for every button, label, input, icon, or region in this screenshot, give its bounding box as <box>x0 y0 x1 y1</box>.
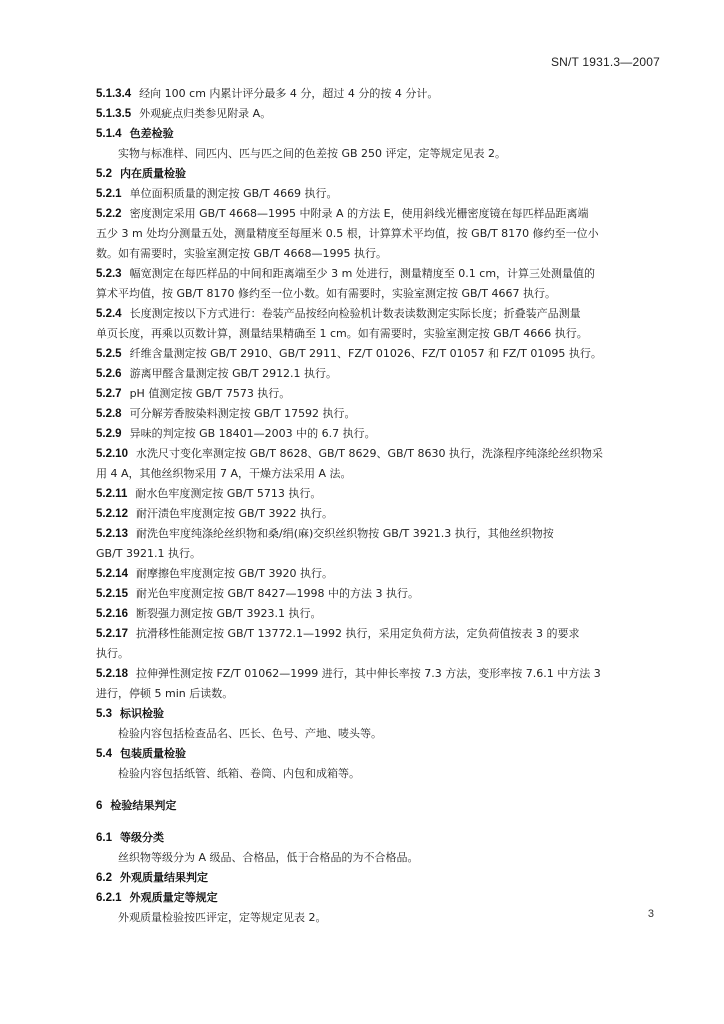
text-line <box>96 584 661 604</box>
text-line <box>96 644 661 664</box>
clause-number: 5.2.18 <box>96 668 128 680</box>
clause-text: 耐洗色牢度纯涤纶丝织物和桑/绢(麻)交织丝织物按 GB/T 3921.3 执行，其他丝织物按 <box>135 527 554 540</box>
section-heading-line <box>96 124 661 144</box>
clause-text: 抗滑移性能测定按 GB/T 13772.1—1992 执行，采用定负荷方法，定负荷值按表 3 的要求 <box>135 627 580 640</box>
section-heading-line <box>96 796 661 816</box>
clause-number: 5.4 <box>96 748 112 760</box>
clause-number: 6.2.1 <box>96 892 122 904</box>
text-line <box>96 544 661 564</box>
clause-text: 数。如有需要时，实验室测定按 GB/T 4668—1995 执行。 <box>96 247 387 260</box>
clause-heading: 内在质量检验 <box>120 167 186 180</box>
clause-text: 外观疵点归类参见附录 A。 <box>139 107 272 120</box>
text-line <box>96 344 661 364</box>
clause-text: 拉伸弹性测定按 FZ/T 01062—1999 进行，其中伸长率按 7.3 方法，变形率按 7.6.1 中方法 3 <box>135 667 601 680</box>
clause-number: 5.2.2 <box>96 208 122 220</box>
clause-text: 水洗尺寸变化率测定按 GB/T 8628、GB/T 8629、GB/T 8630 执行，洗涤程序纯涤纶丝织物采 <box>135 447 603 460</box>
clause-text: 耐摩擦色牢度测定按 GB/T 3920 执行。 <box>135 567 333 580</box>
clause-heading: 外观质量结果判定 <box>120 871 208 884</box>
section-heading-line <box>96 164 661 184</box>
text-line <box>96 264 661 284</box>
text-line <box>96 204 661 224</box>
section-gap <box>96 816 661 828</box>
text-line <box>96 104 661 124</box>
clause-number: 5.2.9 <box>96 428 122 440</box>
text-line <box>96 524 661 544</box>
clause-heading: 等级分类 <box>120 831 164 844</box>
text-line <box>96 224 661 244</box>
text-line <box>96 504 661 524</box>
clause-number: 5.2.10 <box>96 448 128 460</box>
text-line <box>96 324 661 344</box>
clause-text: 检验内容包括检查品名、匹长、色号、产地、唛头等。 <box>118 727 382 740</box>
section-heading-line <box>96 868 661 888</box>
clause-text: 游离甲醛含量测定按 GB/T 2912.1 执行。 <box>129 367 338 380</box>
clause-text: 断裂强力测定按 GB/T 3923.1 执行。 <box>135 607 322 620</box>
clause-number: 5.1.4 <box>96 128 122 140</box>
clause-text: 耐水色牢度测定按 GB/T 5713 执行。 <box>135 487 322 500</box>
clause-text: 纤维含量测定按 GB/T 2910、GB/T 2911、FZ/T 01026、FZ/T 01057 和 FZ/T 01095 执行。 <box>129 347 602 360</box>
clause-text: 丝织物等级分为 A 级品、合格品，低于合格品的为不合格品。 <box>118 851 419 864</box>
text-line <box>96 908 661 928</box>
clause-number: 6 <box>96 800 103 812</box>
section-heading-line <box>96 888 661 908</box>
clause-number: 5.2.11 <box>96 488 128 500</box>
clause-text: 密度测定采用 GB/T 4668—1995 中附录 A 的方法 E，使用斜线光栅密度镜在每匹样品距离端 <box>129 207 589 220</box>
clause-heading: 色差检验 <box>129 127 174 140</box>
clause-number: 5.2.13 <box>96 528 128 540</box>
clause-text: 外观质量检验按匹评定，定等规定见表 2。 <box>118 911 327 924</box>
clause-number: 5.2.3 <box>96 268 122 280</box>
clause-text: 幅宽测定在每匹样品的中间和距离端至少 3 m 处进行，测量精度至 0.1 cm，计算三处测量值的 <box>129 267 596 280</box>
clause-text: 耐汗渍色牢度测定按 GB/T 3922 执行。 <box>135 507 333 520</box>
clause-number: 5.3 <box>96 708 112 720</box>
text-line <box>96 604 661 624</box>
text-line <box>96 464 661 484</box>
clause-text: 经向 100 cm 内累计评分最多 4 分，超过 4 分的按 4 分计。 <box>139 87 439 100</box>
clause-text: 异味的判定按 GB 18401—2003 中的 6.7 执行。 <box>129 427 376 440</box>
text-line <box>96 624 661 644</box>
text-line <box>96 244 661 264</box>
clause-heading: 标识检验 <box>120 707 164 720</box>
clause-number: 5.2.1 <box>96 188 122 200</box>
clause-heading: 检验结果判定 <box>110 799 177 812</box>
text-line <box>96 384 661 404</box>
text-line <box>96 84 661 104</box>
text-line <box>96 764 661 784</box>
text-line <box>96 424 661 444</box>
clause-text: 单页长度，再乘以页数计算，测量结果精确至 1 cm。如有需要时，实验室测定按 GB/T 4666 执行。 <box>96 327 588 340</box>
clause-number: 6.1 <box>96 832 112 844</box>
clause-number: 5.2 <box>96 168 112 180</box>
clause-text: 执行。 <box>96 647 129 660</box>
clause-number: 5.2.6 <box>96 368 122 380</box>
clause-text: 耐光色牢度测定按 GB/T 8427—1998 中的方法 3 执行。 <box>135 587 419 600</box>
clause-text: 长度测定按以下方式进行：卷装产品按经向检验机计数表读数测定实际长度；折叠装产品测量 <box>129 307 581 320</box>
clause-number: 5.1.3.5 <box>96 108 132 120</box>
text-line <box>96 724 661 744</box>
text-line <box>96 848 661 868</box>
clause-heading: 包装质量检验 <box>120 747 186 760</box>
text-line <box>96 284 661 304</box>
clause-number: 5.2.16 <box>96 608 128 620</box>
clause-number: 5.2.5 <box>96 348 122 360</box>
clause-text: 实物与标准样、同匹内、匹与匹之间的色差按 GB 250 评定，定等规定见表 2。 <box>118 147 507 160</box>
clause-number: 5.2.4 <box>96 308 122 320</box>
text-line <box>96 564 661 584</box>
text-line <box>96 484 661 504</box>
clause-number: 5.2.15 <box>96 588 128 600</box>
text-line <box>96 664 661 684</box>
text-line <box>96 444 661 464</box>
clause-text: 单位面积质量的测定按 GB/T 4669 执行。 <box>129 187 338 200</box>
clause-text: 用 4 A，其他丝织物采用 7 A，干燥方法采用 A 法。 <box>96 467 352 480</box>
clause-text: 算术平均值，按 GB/T 8170 修约至一位小数。如有需要时，实验室测定按 GB/T 4667 执行。 <box>96 287 556 300</box>
text-line <box>96 184 661 204</box>
clause-text: 可分解芳香胺染料测定按 GB/T 17592 执行。 <box>129 407 356 420</box>
clause-text: pH 值测定按 GB/T 7573 执行。 <box>129 387 291 400</box>
clause-text: 进行，停顿 5 min 后读数。 <box>96 687 234 700</box>
page-header-standard-code: SN/T 1931.3—2007 <box>550 55 660 69</box>
text-line <box>96 404 661 424</box>
clause-number: 5.2.7 <box>96 388 122 400</box>
clause-number: 5.2.17 <box>96 628 128 640</box>
clause-text: 五少 3 m 处均分测量五处，测量精度至每厘米 0.5 根，计算算术平均值，按 GB/T 8170 修约至一位小 <box>96 227 599 240</box>
text-line <box>96 364 661 384</box>
section-heading-line <box>96 704 661 724</box>
text-line <box>96 684 661 704</box>
clause-heading: 外观质量定等规定 <box>129 891 218 904</box>
page-number: 3 <box>647 908 654 920</box>
section-heading-line <box>96 828 661 848</box>
section-heading-line <box>96 744 661 764</box>
text-line <box>96 304 661 324</box>
clause-number: 6.2 <box>96 872 112 884</box>
clause-number: 5.2.14 <box>96 568 128 580</box>
clause-number: 5.2.8 <box>96 408 122 420</box>
clause-number: 5.2.12 <box>96 508 128 520</box>
document-body <box>96 84 661 928</box>
clause-text: 检验内容包括纸管、纸箱、卷筒、内包和成箱等。 <box>118 767 360 780</box>
text-line <box>96 144 661 164</box>
clause-text: GB/T 3921.1 执行。 <box>96 547 201 560</box>
section-gap <box>96 784 661 796</box>
clause-number: 5.1.3.4 <box>96 88 132 100</box>
